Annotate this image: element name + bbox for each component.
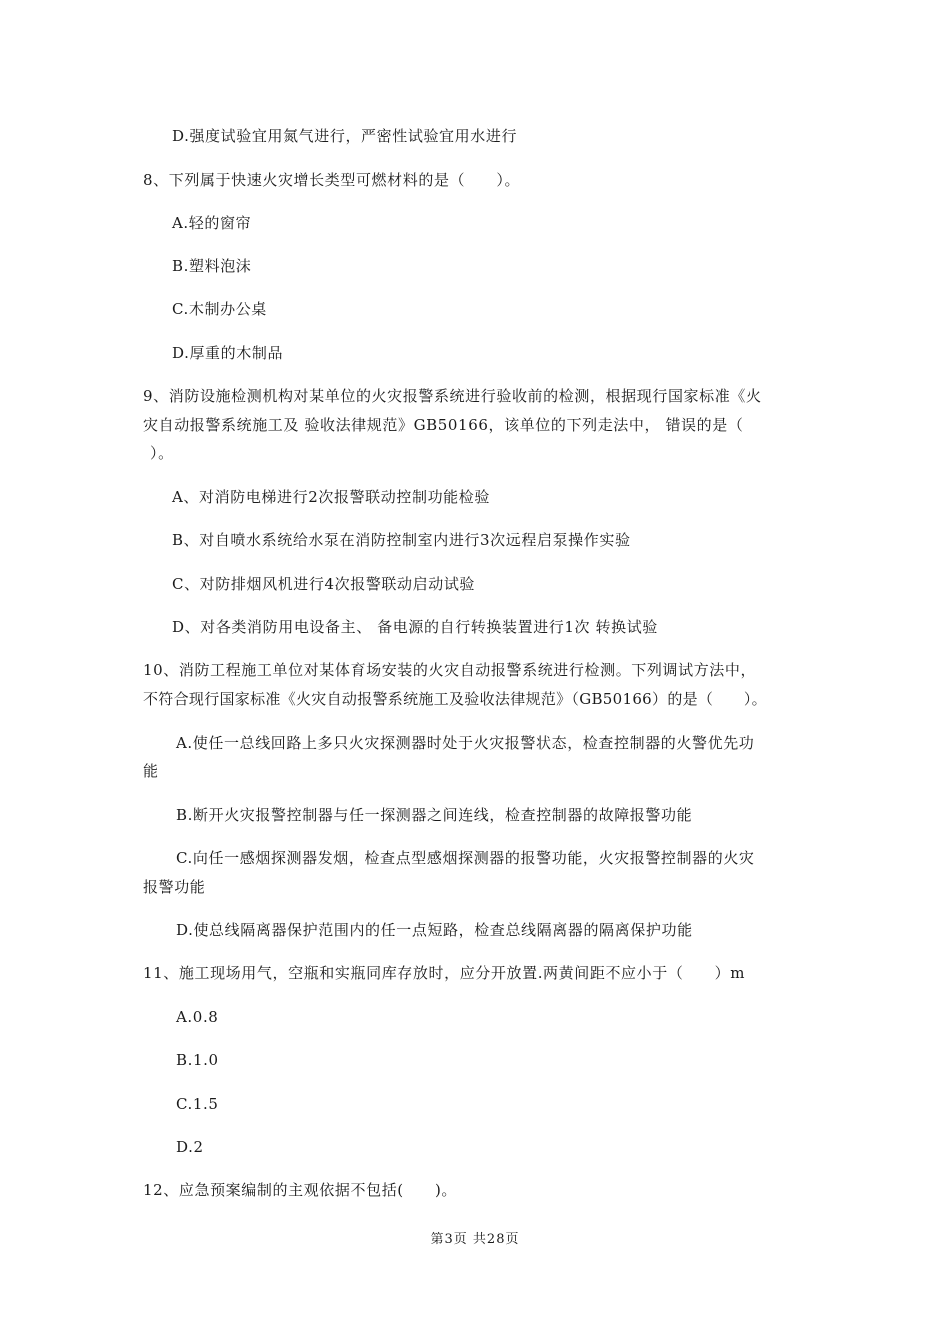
q10-stem-line1: 10、消防工程施工单位对某体育场安装的火灾自动报警系统进行检测。下列调试方法中， <box>143 661 757 679</box>
q11-option-d: D.2 <box>176 1138 204 1156</box>
q10-option-a-line1: A.使任一总线回路上多只火灾探测器时处于火灾报警状态，检查控制器的火警优先功 <box>176 734 755 752</box>
q9-stem-line3: ）。 <box>150 444 174 462</box>
q10-option-a-line2: 能 <box>143 762 159 780</box>
q11-stem: 11、施工现场用气，空瓶和实瓶同库存放时，应分开放置.两黄间距不应小于（ ）m <box>143 964 746 982</box>
q8-option-c: C.木制办公桌 <box>172 300 267 318</box>
q10-stem-line2: 不符合现行国家标准《火灾自动报警系统施工及验收法律规范》（GB50166）的是（ ）。 <box>143 690 767 708</box>
q9-option-d: D、对各类消防用电设备主、 备电源的自行转换装置进行1次 转换试验 <box>172 618 658 636</box>
q11-option-a: A.0.8 <box>176 1008 219 1026</box>
q8-stem: 8、下列属于快速火灾增长类型可燃材料的是（ ）。 <box>143 171 521 189</box>
q10-option-d: D.使总线隔离器保护范围内的任一点短路，检查总线隔离器的隔离保护功能 <box>176 921 693 939</box>
q8-option-d: D.厚重的木制品 <box>172 344 284 362</box>
q9-option-b: B、对自喷水系统给水泵在消防控制室内进行3次远程启泵操作实验 <box>172 531 631 549</box>
q12-stem: 12、应急预案编制的主观依据不包括( )。 <box>143 1181 457 1199</box>
q8-option-b: B.塑料泡沫 <box>172 257 252 275</box>
q11-option-c: C.1.5 <box>176 1095 219 1113</box>
q7-option-d: D.强度试验宜用氮气进行，严密性试验宜用水进行 <box>172 127 518 145</box>
page-number-footer: 第3页 共28页 <box>430 1232 520 1247</box>
q9-option-a: A、对消防电梯进行2次报警联动控制功能检验 <box>172 488 490 506</box>
q9-stem-line1: 9、消防设施检测机构对某单位的火灾报警系统进行验收前的检测，根据现行国家标准《火 <box>143 387 762 405</box>
q10-option-b: B.断开火灾报警控制器与任一探测器之间连线，检查控制器的故障报警功能 <box>176 806 693 824</box>
q10-option-c-line2: 报警功能 <box>143 878 206 896</box>
q10-option-c-line1: C.向任一感烟探测器发烟，检查点型感烟探测器的报警功能，火灾报警控制器的火灾 <box>176 849 755 867</box>
q11-option-b: B.1.0 <box>176 1051 219 1069</box>
q9-stem-line2: 灾自动报警系统施工及 验收法律规范》GB50166，该单位的下列走法中， 错误的是（ <box>143 416 744 434</box>
q8-option-a: A.轻的窗帘 <box>172 214 252 232</box>
q9-option-c: C、对防排烟风机进行4次报警联动启动试验 <box>172 575 476 593</box>
